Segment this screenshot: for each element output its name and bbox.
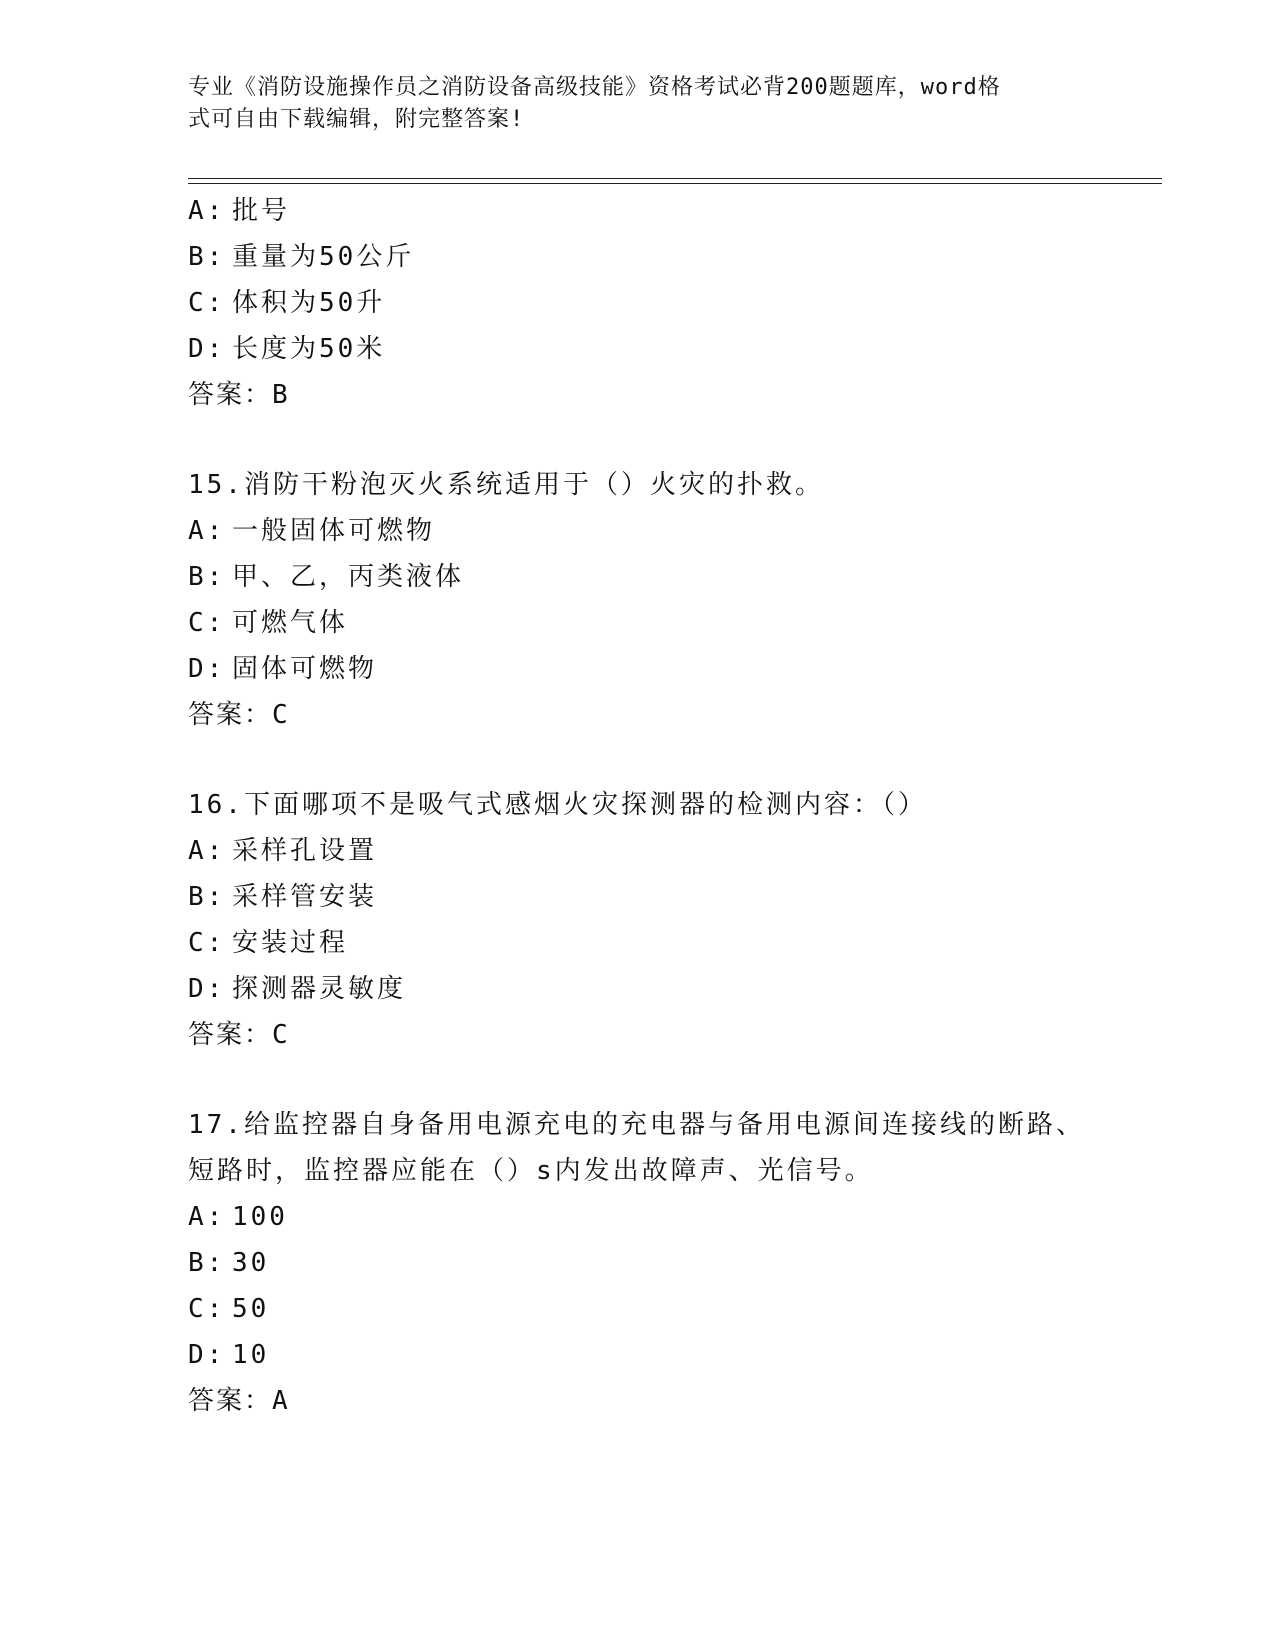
option-a bbox=[188, 828, 1148, 874]
question-16 bbox=[188, 782, 1148, 1058]
option-text: 30 bbox=[232, 1248, 270, 1278]
option-label: B: bbox=[188, 242, 226, 272]
spacer bbox=[188, 738, 1148, 782]
option-text: 固体可燃物 bbox=[232, 654, 378, 684]
option-d bbox=[188, 326, 1148, 372]
answer-line: 答案：C bbox=[188, 1020, 290, 1050]
option-text: 安装过程 bbox=[232, 928, 349, 958]
option-text: 100 bbox=[232, 1202, 288, 1232]
option-label: B: bbox=[188, 882, 226, 912]
option-label: C: bbox=[188, 1294, 226, 1324]
option-d bbox=[188, 1332, 1148, 1378]
option-label: A: bbox=[188, 836, 226, 866]
question-content bbox=[188, 188, 1148, 1424]
option-text: 采样管安装 bbox=[232, 882, 378, 912]
option-b bbox=[188, 554, 1148, 600]
option-text: 重量为50公斤 bbox=[232, 242, 415, 272]
option-a bbox=[188, 188, 1148, 234]
question-text: 15.消防干粉泡灭火系统适用于（）火灾的扑救。 bbox=[188, 470, 824, 500]
option-label: B: bbox=[188, 1248, 226, 1278]
header-line-1: 专业《消防设施操作员之消防设备高级技能》资格考试必背200题题库，word格 bbox=[188, 75, 1001, 100]
option-label: D: bbox=[188, 654, 226, 684]
option-b bbox=[188, 874, 1148, 920]
option-text: 10 bbox=[232, 1340, 270, 1370]
question-text-line-1: 17.给监控器自身备用电源充电的充电器与备用电源间连接线的断路、 bbox=[188, 1110, 1085, 1140]
option-d bbox=[188, 966, 1148, 1012]
document-header bbox=[188, 72, 1088, 136]
option-label: C: bbox=[188, 928, 226, 958]
option-c bbox=[188, 280, 1148, 326]
option-c bbox=[188, 1286, 1148, 1332]
header-line-2: 式可自由下载编辑，附完整答案! bbox=[188, 107, 525, 132]
option-text: 探测器灵敏度 bbox=[232, 974, 407, 1004]
option-text: 采样孔设置 bbox=[232, 836, 378, 866]
option-label: D: bbox=[188, 974, 226, 1004]
option-text: 可燃气体 bbox=[232, 608, 349, 638]
option-label: B: bbox=[188, 562, 226, 592]
option-c bbox=[188, 920, 1148, 966]
option-label: D: bbox=[188, 1340, 226, 1370]
option-d bbox=[188, 646, 1148, 692]
option-text: 一般固体可燃物 bbox=[232, 516, 436, 546]
option-a bbox=[188, 508, 1148, 554]
option-text: 批号 bbox=[232, 196, 291, 226]
option-text: 体积为50升 bbox=[232, 288, 386, 318]
option-text: 50 bbox=[232, 1294, 270, 1324]
question-text: 16.下面哪项不是吸气式感烟火灾探测器的检测内容：（） bbox=[188, 790, 927, 820]
answer-line: 答案：C bbox=[188, 700, 290, 730]
option-b bbox=[188, 234, 1148, 280]
question-14 bbox=[188, 188, 1148, 418]
header-divider-top bbox=[188, 178, 1162, 179]
option-c bbox=[188, 600, 1148, 646]
option-label: A: bbox=[188, 516, 226, 546]
option-text: 甲、乙，丙类液体 bbox=[232, 562, 465, 592]
option-a bbox=[188, 1194, 1148, 1240]
spacer bbox=[188, 1058, 1148, 1102]
question-text-line-2: 短路时，监控器应能在（）s内发出故障声、光信号。 bbox=[188, 1156, 874, 1186]
option-label: A: bbox=[188, 196, 226, 226]
question-17 bbox=[188, 1102, 1148, 1424]
answer-line: 答案：A bbox=[188, 1386, 290, 1416]
question-15 bbox=[188, 462, 1148, 738]
option-label: D: bbox=[188, 334, 226, 364]
option-label: C: bbox=[188, 288, 226, 318]
option-label: C: bbox=[188, 608, 226, 638]
answer-line: 答案：B bbox=[188, 380, 290, 410]
header-divider-bottom bbox=[188, 183, 1162, 184]
option-text: 长度为50米 bbox=[232, 334, 386, 364]
spacer bbox=[188, 418, 1148, 462]
option-b bbox=[188, 1240, 1148, 1286]
option-label: A: bbox=[188, 1202, 226, 1232]
